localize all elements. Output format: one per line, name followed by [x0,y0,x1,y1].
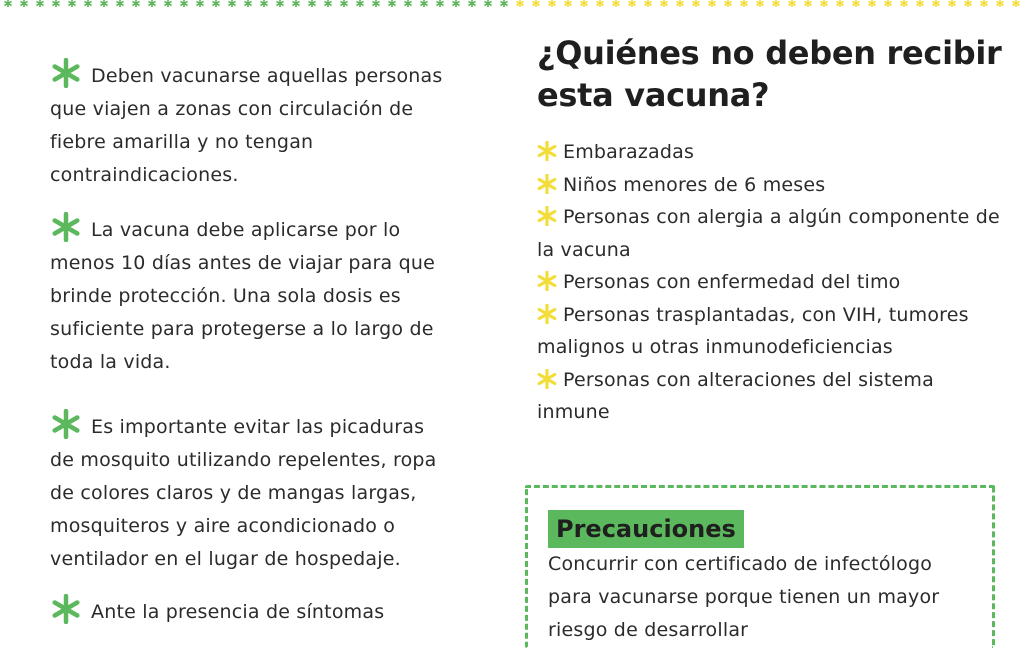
top-star-border [0,0,1024,8]
list-item [537,299,1007,364]
list-item [537,266,1007,299]
list-item-text: Personas con alteraciones del sistema inmune [537,368,934,423]
paragraph-text: La vacuna debe aplicarse por lo menos 10 días antes de viajar para que brinde protección. Una sola dosis es suficiente para protegerse a lo largo de toda la vida. [50,219,436,373]
asterisk-icon [537,174,557,194]
asterisk-icon [537,141,557,161]
list-item [537,169,1007,202]
list-item-text: Personas con enfermedad del timo [563,271,901,293]
contraindications-list [537,136,1007,429]
paragraph-text: Es importante evitar las picaduras de mosquito utilizando repelentes, ropa de colores claros y de mangas largas, mosquiteros y aire acondicionado o ventilador en el lugar de hospedaje. [50,416,437,570]
asterisk-icon [537,206,557,226]
list-item-text: Personas con alergia a algún componente de la vacuna [537,206,1000,261]
asterisk-icon [537,271,557,291]
asterisk-icon [51,58,81,88]
paragraph-who-should-vaccinate [50,58,450,192]
paragraph-timing [50,212,450,379]
paragraph-text: Deben vacunarse aquellas personas que viajen a zonas con circulación de fiebre amarilla y no tengan contraindicaciones. [50,65,443,186]
paragraph-text: Ante la presencia de síntomas [91,601,385,623]
asterisk-icon [537,304,557,324]
asterisk-icon [51,409,81,439]
paragraph-symptoms [50,594,450,629]
list-item-text: Niños menores de 6 meses [563,173,826,196]
list-item [537,201,1007,266]
paragraph-mosquito-prevention [50,409,450,576]
list-item [537,364,1007,429]
right-column [537,32,1007,429]
asterisk-icon [51,594,81,624]
left-column [50,58,450,629]
asterisk-icon [51,212,81,242]
contraindications-heading: ¿Quiénes no deben recibir esta vacuna? [537,34,1002,114]
precautions-text: Concurrir con certificado de infectólogo para vacunarse porque tienen un mayor riesgo de desarrollar [548,553,940,641]
list-item-text: Embarazadas [563,141,695,163]
list-item [537,136,1007,169]
asterisk-icon [537,369,557,389]
list-item-text: Personas trasplantadas, con VIH, tumores malignos u otras inmunodeficiencias [537,303,969,358]
precautions-title: Precauciones [548,510,744,548]
